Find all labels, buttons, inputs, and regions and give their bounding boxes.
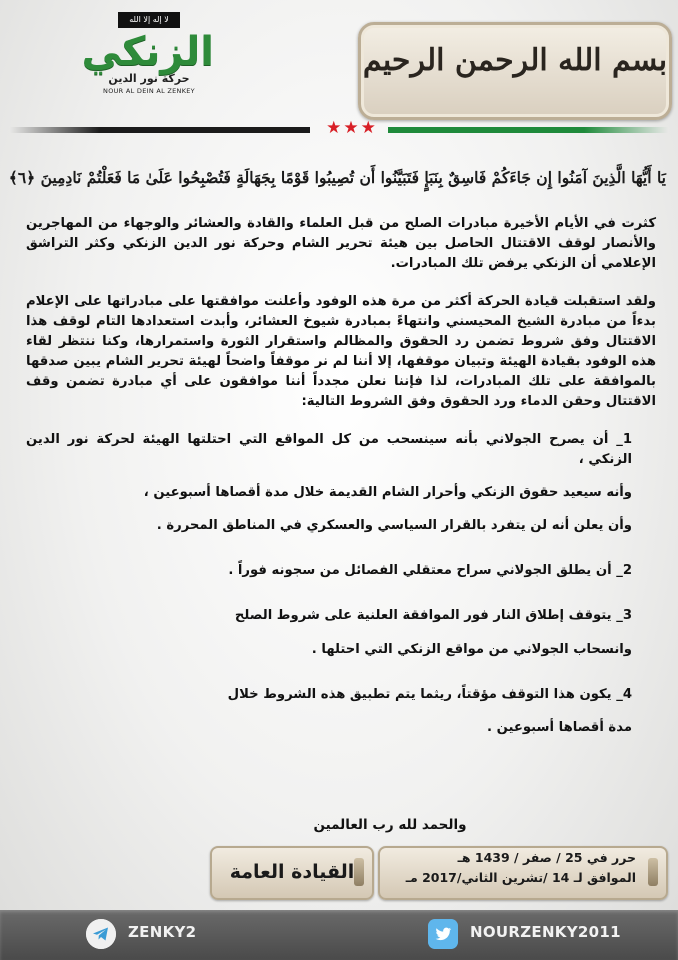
paragraph-1: كثرت في الأيام الأخيرة مبادرات الصلح من قبل العلماء والقادة والعشائر والوجهاء من المهاجرين والأنصار لوقف الاقتتال الحاصل بين هيئة تحرير الشام وحركة نور الدين الزنكي وكثر التراشق الإعلامي أن الزنكي يرفض تلك المبادرات. [26,216,656,271]
condition-4 [26,685,632,738]
footer-bar [0,910,678,960]
logo-subtitle: حركة نور الدين [108,72,190,85]
condition-number: 1_ [616,432,632,447]
telegram-handle[interactable]: ZENKY2 [128,923,197,941]
telegram-icon[interactable] [86,919,116,949]
condition-number: 2_ [616,563,632,579]
date-gregorian: الموافق لـ 14 /تشرين الثاني/2017 مـ [405,870,636,885]
condition-2 [26,561,632,581]
closing-praise: والحمد لله رب العالمين [313,817,467,833]
bismillah-plate [358,22,672,120]
stripe-black [10,127,310,133]
condition-3 [26,606,632,659]
condition-line: أن يطلق الجولاني سراح معتقلي الفصائل من سجونه فوراً . [228,563,612,579]
date-hijri: حرر في 25 / صفر / 1439 هـ [457,850,636,865]
condition-line: مدة أقصاها أسبوعين . [487,719,632,735]
condition-number: 3_ [616,608,632,624]
condition-1 [26,430,632,536]
quran-verse: يَا أَيُّهَا الَّذِينَ آمَنُوا إِن جَاءَكُمْ فَاسِقٌ بِنَبَإٍ فَتَبَيَّنُوا أَن تُصِيبُوا قَوْمًا بِجَهَالَةٍ فَتُصْبِحُوا عَلَىٰ مَا فَعَلْتُمْ نَادِمِينَ ﴿٦﴾ [8,168,666,187]
statement-body [26,214,656,751]
condition-line: يكون هذا التوقف مؤقتاً، ريثما يتم تطبيق هذه الشروط خلال [227,686,612,702]
date-plate [378,846,668,900]
zenki-logo [81,8,214,118]
twitter-handle[interactable]: NOURZENKY2011 [470,923,621,941]
condition-line: وانسحاب الجولاني من مواقع الزنكي التي احتلها . [311,641,632,657]
condition-line: يتوقف إطلاق النار فور الموافقة العلنية على شروط الصلح [234,608,612,624]
logo-flag: لا إله إلا الله [118,12,180,28]
condition-line: أن يصرح الجولاني بأنه سينسحب من كل المواقع التي احتلتها الهيئة لحركة نور الدين الزنكي ، [26,432,632,467]
condition-line: وأن يعلن أنه لن يتفرد بالقرار السياسي والعسكري في المناطق المحررة . [156,518,632,534]
bismillah-text: بسم الله الرحمن الرحيم [362,43,668,78]
plate-bullet [648,858,658,886]
condition-number: 4_ [616,686,632,702]
signature-title: القيادة العامة [229,861,355,883]
stripe-green [388,127,668,133]
twitter-icon[interactable] [428,919,458,949]
condition-line: وأنه سيعيد حقوق الزنكي وأحرار الشام القديمة خلال مدة أقصاها أسبوعين ، [143,485,632,501]
paragraph-2: ولقد استقبلت قيادة الحركة أكثر من مرة هذه الوفود وأعلنت موافقتها على مبادراتها على الإعلام بدءاً من مبادرة الشيخ المحيسني وانتهاءً بمبادرة شيوخ العشائر، وأبدت استعدادها التام لوقف هذا الاقتتال وفق شروط تضمن رد الحقوق والمظالم واستقرار الثورة واستمرارها، وكنا ننتظر لقاء هذه الوفود بقيادة الهيئة وتبيان موقفها، إلا أننا لم نر موقفاً واضحاً لهيئة تحرير الشام يبين صدقها بالموافقة على تلك المبادرات، لذا فإننا نعلن مجدداً أننا موافقون على أي مبادرة تضمن وقف الاقتتال وحقن الدماء ورد الحقوق وفق الشروط التالية: [26,294,656,409]
logo-latin-name: NOUR AL DEIN AL ZENKEY [103,87,195,95]
signature-plate [210,846,374,900]
plate-bullet [354,858,364,886]
logo-name: الزنكي [81,29,214,75]
stars-icon: ★ ★ ★ [326,118,376,138]
